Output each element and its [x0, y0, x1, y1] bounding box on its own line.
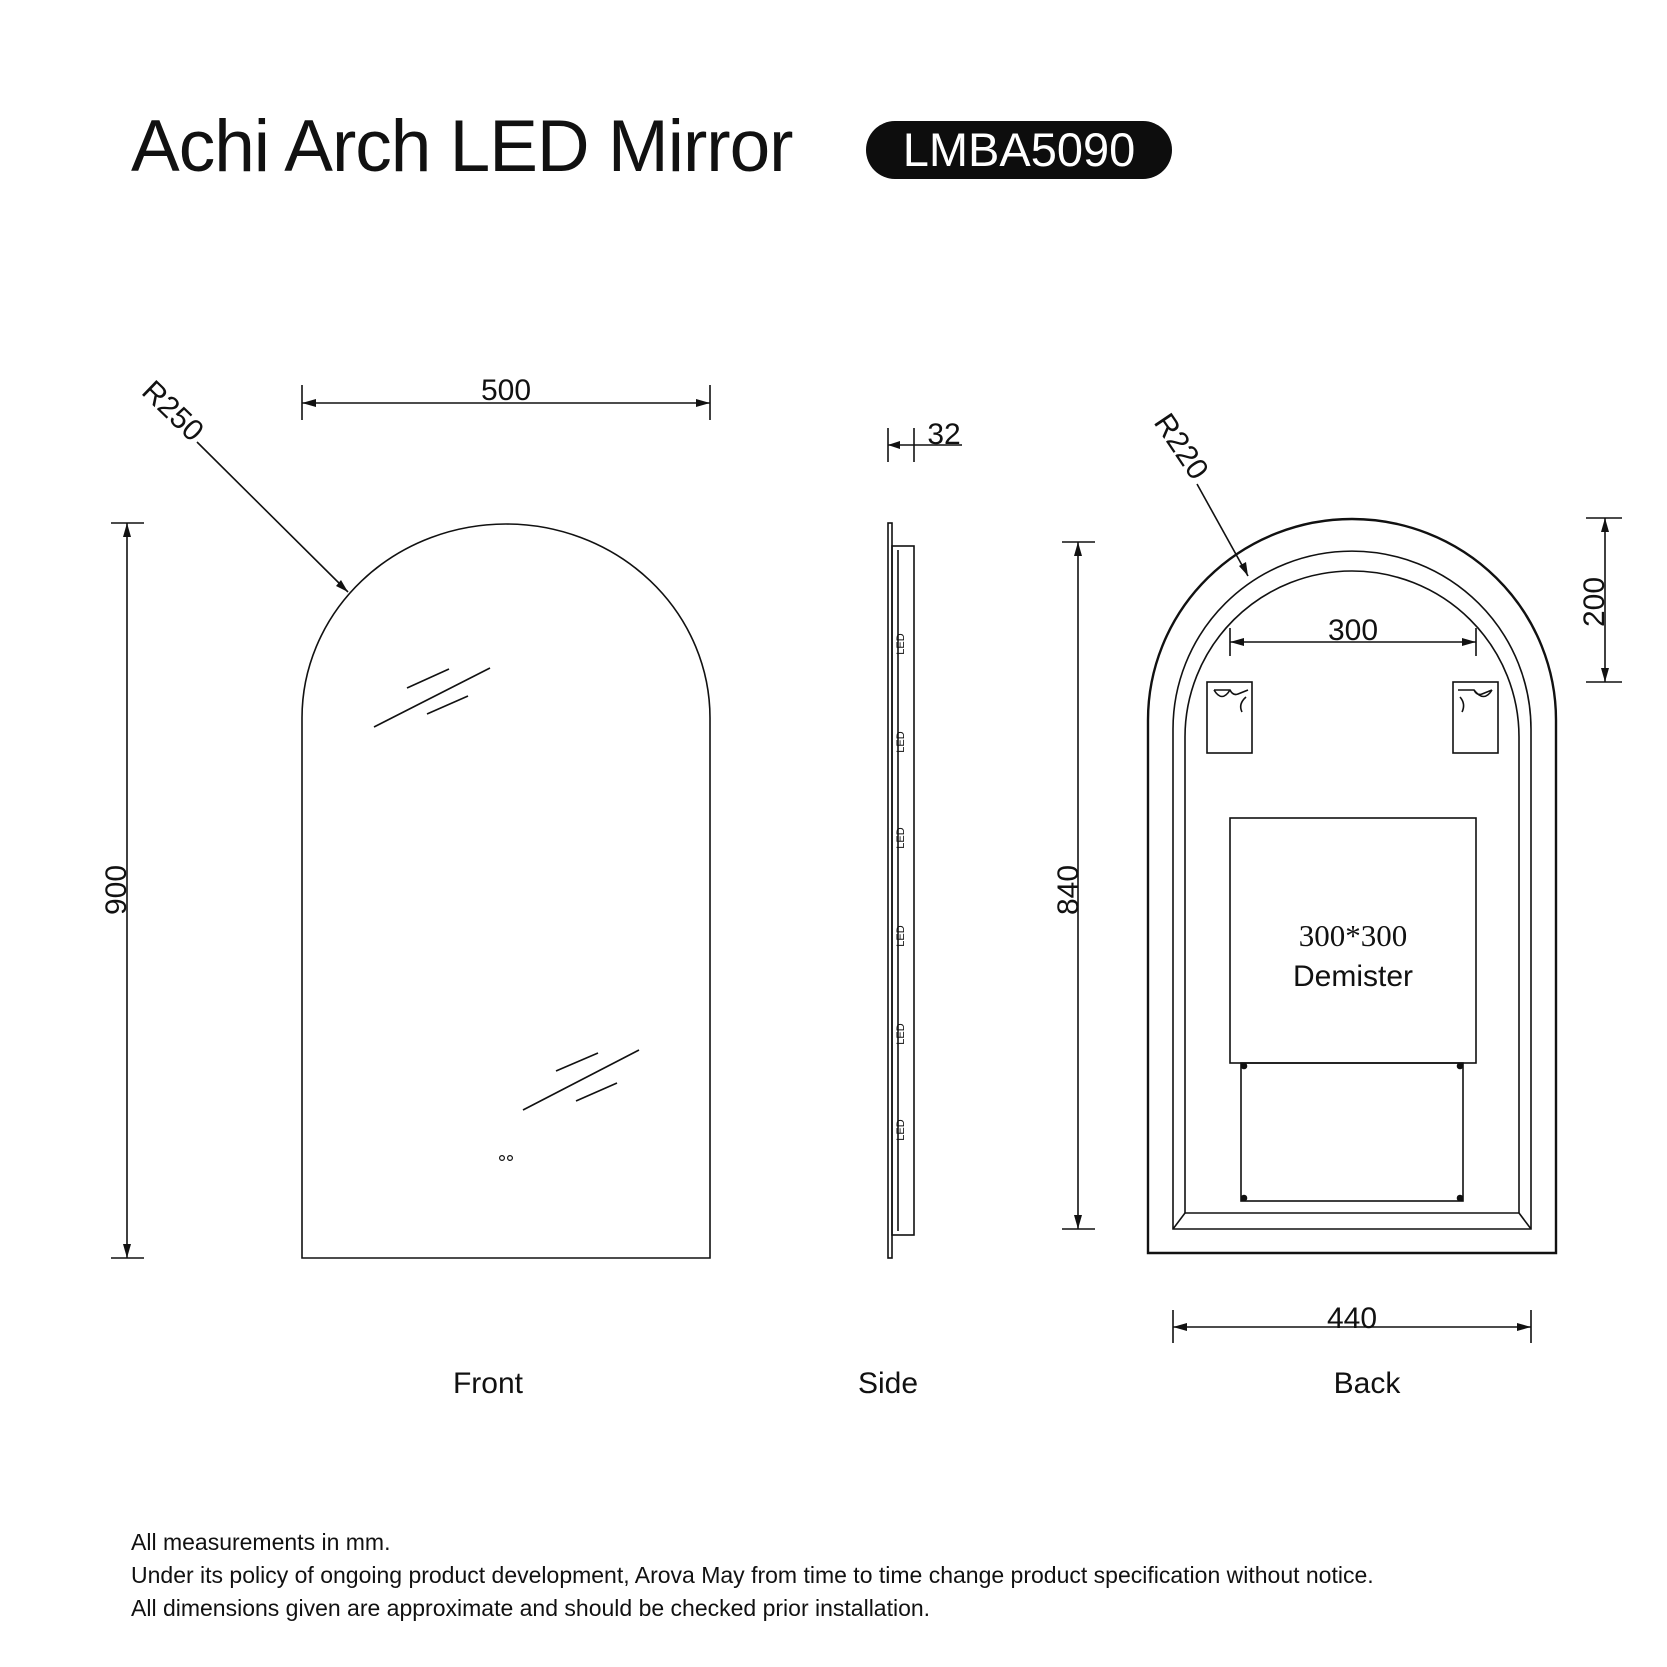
- view-label-side: Side: [857, 1367, 919, 1400]
- led-label: LED: [895, 925, 907, 947]
- demister-size: 300*300: [1298, 918, 1408, 953]
- arrow-head: [1239, 562, 1248, 576]
- dim-front-radius: R250: [135, 374, 210, 448]
- transformer-box: [1241, 1063, 1463, 1201]
- arrow-head: [888, 441, 900, 449]
- footnote-line: All dimensions given are approximate and should be checked prior installation.: [131, 1595, 931, 1621]
- led-label: LED: [895, 1119, 907, 1141]
- model-badge: LMBA5090: [866, 121, 1172, 179]
- hanger-bracket-right: [1453, 682, 1498, 753]
- led-label: LED: [895, 731, 907, 753]
- led-label: LED: [895, 827, 907, 849]
- glare-mark: [556, 1053, 598, 1071]
- arrow-head: [1074, 542, 1082, 556]
- frame-bevel: [1173, 1213, 1185, 1229]
- footnotes: [131, 1526, 1374, 1625]
- screw-icon: [1242, 1064, 1247, 1069]
- dim-back-hanger-spacing: 300: [1327, 614, 1379, 647]
- arrow-head: [123, 523, 131, 537]
- frame-bevel: [1519, 1213, 1531, 1229]
- dim-front-width: 500: [480, 374, 532, 407]
- arrow-head: [302, 399, 316, 407]
- glare-mark: [576, 1083, 617, 1101]
- arrow-head: [696, 399, 710, 407]
- glare-mark: [427, 696, 468, 714]
- radius-leader: [197, 442, 348, 592]
- touch-sensor-icon: [508, 1156, 513, 1161]
- arrow-head: [1462, 638, 1476, 646]
- view-label-front: Front: [452, 1367, 524, 1400]
- dim-back-inner-height: 840: [1052, 864, 1085, 916]
- screw-icon: [1242, 1196, 1247, 1201]
- footnote-line: Under its policy of ongoing product development, Arova May from time to time change product specification without notice.: [131, 1562, 1374, 1588]
- screw-icon: [1458, 1196, 1463, 1201]
- hanger-bracket-left: [1207, 682, 1252, 753]
- radius-leader: [1197, 484, 1248, 576]
- front-mirror-outline: [302, 524, 710, 1258]
- arrow-head: [1173, 1323, 1187, 1331]
- dim-side-depth: 32: [927, 418, 961, 451]
- led-label: LED: [895, 633, 907, 655]
- footnote-line: All measurements in mm.: [131, 1529, 391, 1555]
- glare-mark: [523, 1050, 639, 1110]
- view-label-back: Back: [1333, 1367, 1401, 1400]
- arrow-head: [123, 1244, 131, 1258]
- dim-back-radius: R220: [1147, 407, 1215, 486]
- glare-mark: [407, 669, 449, 688]
- touch-sensor-icon: [500, 1156, 505, 1161]
- screw-icon: [1458, 1064, 1463, 1069]
- arrow-head: [1074, 1215, 1082, 1229]
- demister-label: Demister: [1292, 960, 1414, 993]
- back-frame-step: [1173, 551, 1531, 1229]
- arrow-head: [1230, 638, 1244, 646]
- led-label: LED: [895, 1023, 907, 1045]
- dim-back-arch-offset: 200: [1578, 576, 1611, 628]
- arrow-head: [1601, 668, 1609, 682]
- back-view: [1062, 484, 1622, 1343]
- arrow-head: [1601, 518, 1609, 532]
- dim-back-width: 440: [1326, 1302, 1378, 1335]
- front-view: [111, 385, 710, 1258]
- dim-front-height: 900: [100, 864, 133, 916]
- arrow-head: [1517, 1323, 1531, 1331]
- product-title: Achi Arch LED Mirror: [131, 106, 793, 187]
- back-inner-panel: [1185, 571, 1519, 1213]
